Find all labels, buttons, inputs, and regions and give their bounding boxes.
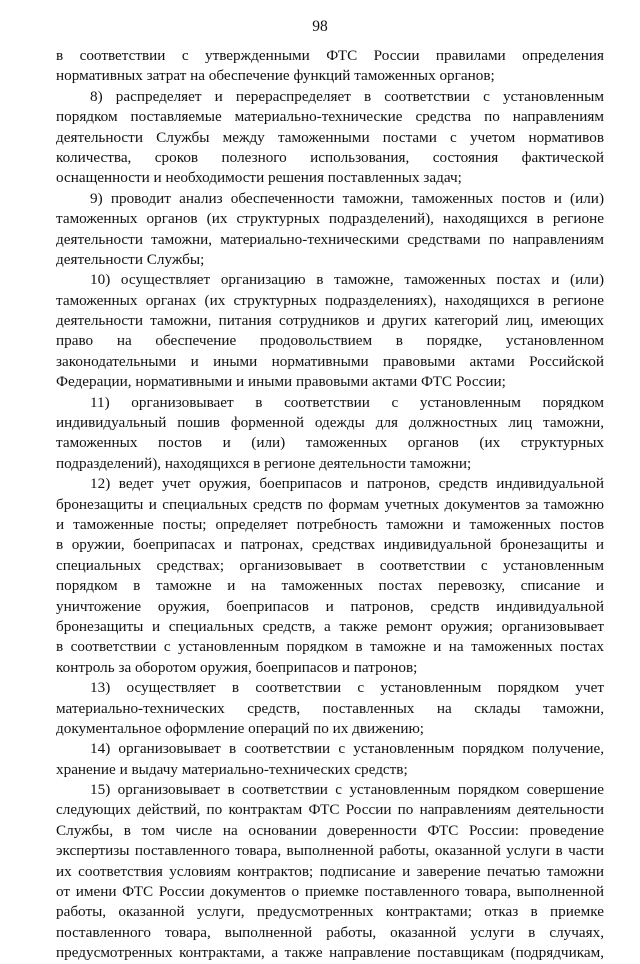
paragraph	[56, 474, 604, 678]
text-line: количества, сроков полезного использования, состояния фактической	[56, 148, 604, 166]
text-line: право на обеспечение продовольствием в порядке, установленном	[56, 332, 604, 350]
text-line: и таможенные посты; определяет потребность таможни и таможенных постов	[56, 515, 604, 533]
paragraph	[56, 780, 604, 964]
text-line: в соответствии с установленным порядком в таможне и на таможенных постах	[56, 638, 604, 656]
text-line: материально-технических средств, поставленных на склады таможни,	[56, 699, 604, 717]
text-line: хранение и выдачу материально-технических средств;	[56, 760, 408, 778]
text-line: 13) осуществляет в соответствии с установленным порядком учет	[90, 679, 604, 697]
text-line: законодательными и иными нормативными правовыми актами Российской	[56, 352, 604, 370]
text-line: Службы, в том числе на основании доверенности ФТС России: проведение	[56, 821, 604, 839]
text-line: 11) организовывает в соответствии с установленным порядком	[90, 393, 604, 411]
text-line: 9) проводит анализ обеспеченности таможни, таможенных постов и (или)	[90, 189, 604, 207]
text-line: бронезащиты и специальных средств, а также ремонт оружия; организовывает	[56, 617, 604, 635]
paragraph	[56, 270, 604, 392]
text-line: бронезащиты и специальных средств по формам учетных документов за таможню	[56, 495, 604, 513]
text-line: таможенных органов (их структурных подразделений), находящихся в регионе	[56, 210, 604, 228]
page-number: 98	[312, 18, 328, 35]
text-line: 10) осуществляет организацию в таможне, таможенных постах и (или)	[90, 271, 604, 289]
text-line: следующих действий, по контрактам ФТС России по направлениям деятельности	[56, 801, 604, 819]
text-line: контроль за оборотом оружия, боеприпасов и патронов;	[56, 658, 418, 676]
paragraph	[56, 739, 604, 780]
paragraph	[56, 46, 604, 87]
text-line: 14) организовывает в соответствии с установленным порядком получение,	[90, 740, 604, 758]
text-line: работы, оказанной услуги, предусмотренных контрактами; отказ в приемке	[56, 903, 604, 921]
text-line: индивидуальный пошив форменной одежды для должностных лиц таможни,	[56, 414, 604, 432]
text-line: подразделений), находящихся в регионе деятельности таможни;	[56, 454, 472, 472]
text-line: документальное оформление операций по их движению;	[56, 719, 425, 737]
text-line: таможенных постов и (или) таможенных органов (их структурных	[56, 434, 604, 452]
text-line: 8) распределяет и перераспределяет в соответствии с установленным	[90, 87, 604, 105]
paragraph	[56, 678, 604, 739]
text-line: таможенных органах (их структурных подразделениях), находящихся в регионе	[56, 291, 604, 309]
text-line: их соответствия условиям контрактов; подписание и заверение печатью таможни	[56, 862, 604, 880]
text-line: предусмотренных контрактами, а также направление поставщикам (подрядчикам,	[56, 944, 604, 962]
text-line: деятельности Службы;	[56, 250, 205, 268]
text-line: Федерации, нормативными и иными правовыми актами ФТС России;	[56, 373, 506, 391]
text-line: в оружии, боеприпасах и патронах, средствах индивидуальной бронезащиты и	[56, 536, 604, 554]
text-line: 15) организовывает в соответствии с установленным порядком совершение	[90, 781, 604, 799]
paragraph	[56, 87, 604, 189]
text-line: специальных средствах; организовывает в соответствии с установленным	[56, 556, 604, 574]
text-line: деятельности таможни, питания сотрудников и других категорий лиц, имеющих	[56, 312, 604, 330]
document-body	[56, 46, 604, 964]
text-line: 12) ведет учет оружия, боеприпасов и патронов, средств индивидуальной	[90, 475, 604, 493]
text-line: в соответствии с утвержденными ФТС России правилами определения	[56, 47, 604, 64]
text-line: поставленного товара, выполненной работы, оказанной услуги в случаях,	[56, 923, 604, 941]
text-line: нормативных затрат на обеспечение функций таможенных органов;	[56, 67, 495, 85]
text-line: деятельности Службы между таможенными постами с учетом нормативов	[56, 128, 604, 146]
text-line: порядком в таможне и на таможенных постах перевозку, списание и	[56, 577, 604, 595]
text-line: оснащенности и необходимости решения поставленных задач;	[56, 169, 462, 187]
text-line: порядком поставляемые материально-технические средства по направлениям	[56, 108, 604, 126]
paragraph	[56, 393, 604, 475]
text-line: экспертизы поставленного товара, выполненной работы, оказанной услуги в части	[56, 842, 604, 860]
paragraph	[56, 189, 604, 271]
text-line: деятельности таможни, материально-техническими средствами по направлениям	[56, 230, 604, 248]
text-line: уничтожение оружия, боеприпасов и патронов, средств индивидуальной	[56, 597, 604, 615]
text-line: от имени ФТС России документов о приемке поставленного товара, выполненной	[56, 883, 604, 901]
